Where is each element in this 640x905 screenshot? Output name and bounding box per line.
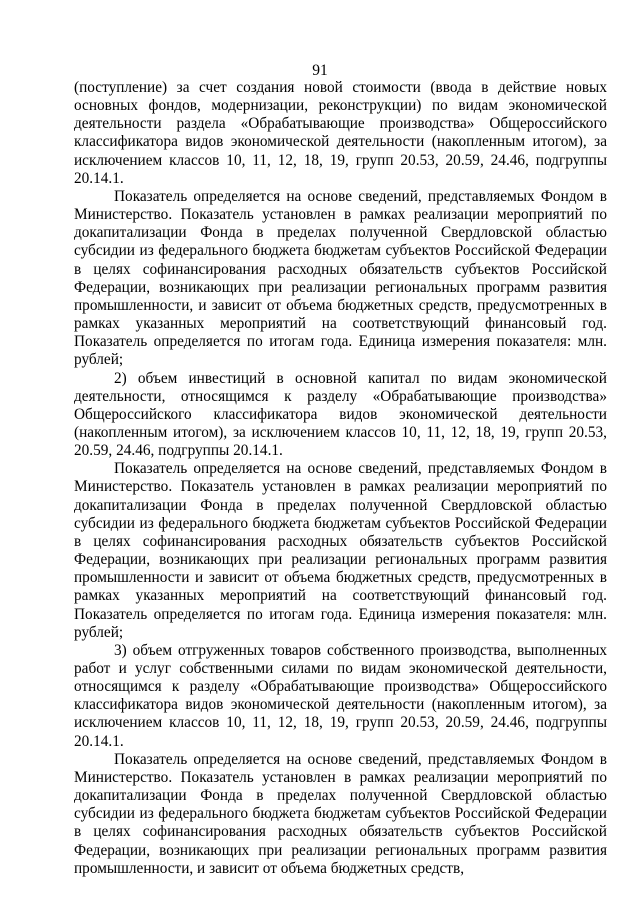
paragraph-item-3: 3) объем отгруженных товаров собственного производства, выполненных работ и услуг собственными силами по видам экономической деятельности, относящимся к разделу «Обрабатывающие производства» Общероссийского классификатора видов экономической деятельности (накопленным итогом), за исключением классов 10, 11, 12, 18, 19, групп 20.53, 20.59, 24.46, подгруппы 20.14.1.	[74, 641, 607, 750]
paragraph-indicator-description-1: Показатель определяется на основе сведений, представляемых Фондом в Министерство. Показатель установлен в рамках реализации мероприятий по докапитализации Фонда в пределах полученной Свердловской областью субсидии из федерального бюджета бюджетам субъектов Российской Федерации в целях софинансирования расходных обязательств субъектов Российской Федерации, возникающих при реализации региональных программ развития промышленности, и зависит от объема бюджетных средств, предусмотренных в рамках указанных мероприятий на соответствующий финансовый год. Показатель определяется по итогам года. Единица измерения показателя: млн. рублей;	[74, 187, 607, 369]
paragraph-item-2: 2) объем инвестиций в основной капитал по видам экономической деятельности, относящимся к разделу «Обрабатывающие производства» Общероссийского классификатора видов экономической деятельности (накопленным итогом), за исключением классов 10, 11, 12, 18, 19, групп 20.53, 20.59, 24.46, подгруппы 20.14.1.	[74, 369, 607, 460]
paragraph-indicator-description-3: Показатель определяется на основе сведений, представляемых Фондом в Министерство. Показатель установлен в рамках реализации мероприятий по докапитализации Фонда в пределах полученной Свердловской областью субсидии из федерального бюджета бюджетам субъектов Российской Федерации в целях софинансирования расходных обязательств субъектов Российской Федерации, возникающих при реализации региональных программ развития промышленности, и зависит от объема бюджетных средств,	[74, 750, 607, 877]
paragraph-indicator-description-2: Показатель определяется на основе сведений, представляемых Фондом в Министерство. Показатель установлен в рамках реализации мероприятий по докапитализации Фонда в пределах полученной Свердловской областью субсидии из федерального бюджета бюджетам субъектов Российской Федерации в целях софинансирования расходных обязательств субъектов Российской Федерации, возникающих при реализации региональных программ развития промышленности и зависит от объема бюджетных средств, предусмотренных в рамках указанных мероприятий на соответствующий финансовый год. Показатель определяется по итогам года. Единица измерения показателя: млн. рублей;	[74, 460, 607, 641]
paragraph-continuation: (поступление) за счет создания новой стоимости (ввода в действие новых основных фондов, модернизации, реконструкции) по видам экономической деятельности раздела «Обрабатывающие производства» Общероссийского классификатора видов экономической деятельности (накопленным итогом), за исключением классов 10, 11, 12, 18, 19, групп 20.53, 20.59, 24.46, подгруппы 20.14.1.	[74, 79, 607, 187]
page-number: 91	[312, 62, 328, 79]
document-body	[74, 79, 607, 878]
